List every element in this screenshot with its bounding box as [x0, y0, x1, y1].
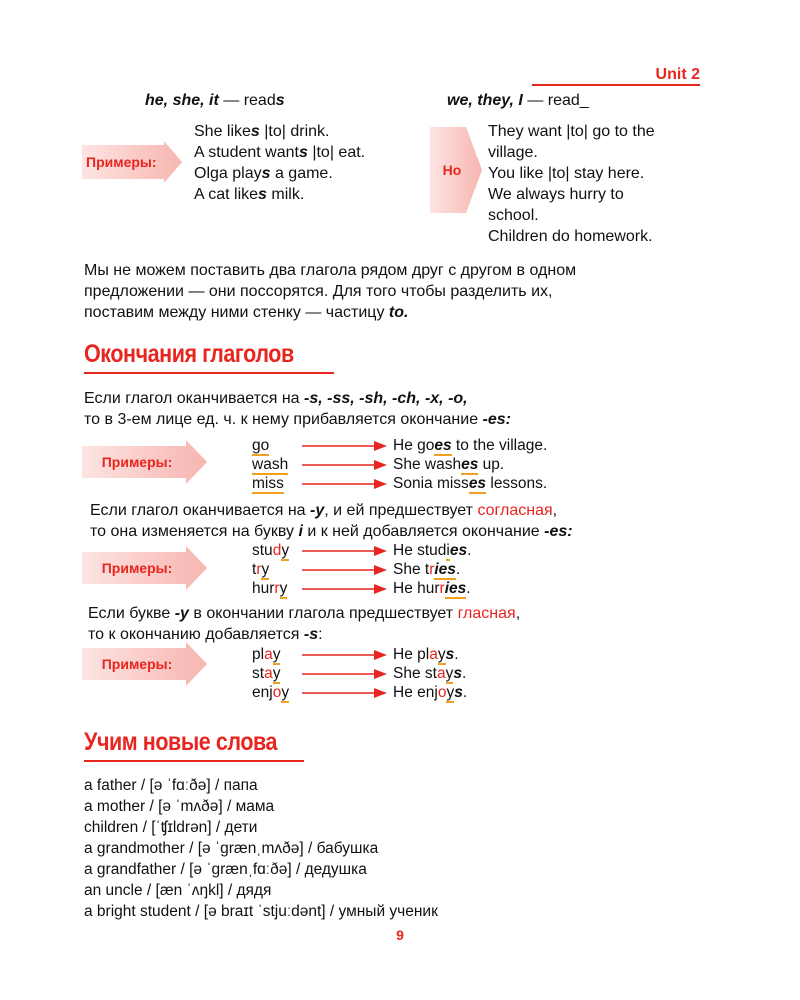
conjugation-row: go He goes to the village.: [252, 436, 548, 454]
pronouns-left: he, she, it: [145, 92, 219, 109]
page-number: 9: [396, 927, 404, 943]
examples-right-list: [488, 121, 655, 247]
example-line: A cat likes milk.: [194, 186, 305, 203]
conjugation-row: play He plays.: [252, 645, 459, 663]
section-title-verb-endings: Окончания глаголов: [84, 340, 294, 368]
conjugation-row: hurry He hurries.: [252, 579, 471, 597]
vocabulary-list: [84, 775, 438, 922]
section-underline: [84, 760, 304, 762]
section-title-new-words: Учим новые слова: [84, 728, 278, 756]
example-line: school.: [488, 207, 539, 224]
examples-arrow: [82, 440, 182, 482]
unit-underline: [532, 84, 700, 86]
particle-to: to.: [388, 304, 409, 321]
red-arrow-icon: [302, 668, 387, 680]
vocab-item: children / [ˈʧɪldrən] / дети: [84, 819, 258, 836]
red-arrow-icon: [302, 478, 387, 490]
rule-right-header: [447, 92, 589, 110]
vocab-item: a grandfather / [ə ˈgrænˌfɑːðə] / дедушка: [84, 861, 367, 878]
vocab-item: a bright student / [ə braɪt ˈstjuːdənt] / умный ученик: [84, 903, 438, 920]
example-line: Children do homework.: [488, 228, 653, 245]
examples-arrow: [82, 546, 182, 588]
examples-arrow: [82, 141, 182, 183]
examples-label: Примеры:: [101, 656, 173, 672]
conjugation-row: try She tries.: [252, 560, 461, 578]
red-arrow-icon: [302, 440, 387, 452]
conjugation-row: enjoy He enjoys.: [252, 683, 468, 701]
vocab-item: a father / [ə ˈfɑːðə] / папа: [84, 777, 258, 794]
conjugation-row: stay She stays.: [252, 664, 467, 682]
examples-label: Примеры:: [101, 454, 173, 470]
but-arrow: [430, 127, 482, 213]
examples-label: Примеры:: [86, 154, 157, 170]
examples-label: Примеры:: [101, 560, 173, 576]
but-label: Но: [442, 162, 462, 178]
vocab-item: a mother / [ə ˈmʌðə] / мама: [84, 798, 275, 815]
red-arrow-icon: [302, 545, 387, 557]
verb-left: — read: [218, 92, 276, 109]
rule2-text: Если глагол оканчивается на -y, и ей предшествует согласная, то она изменяется на букву i и к ней добавляется окончание -es:: [90, 502, 573, 540]
unit-label: Unit 2: [655, 66, 700, 83]
examples-arrow: [82, 642, 182, 684]
vocab-item: a grandmother / [ə ˈgrænˌmʌðə] / бабушка: [84, 840, 379, 857]
example-line: You like |to| stay here.: [488, 165, 645, 182]
section-underline: [84, 372, 334, 374]
red-arrow-icon: [302, 564, 387, 576]
red-arrow-icon: [302, 583, 387, 595]
example-line: A student wants |to| eat.: [194, 144, 366, 161]
red-arrow-icon: [302, 649, 387, 661]
example-line: They want |to| go to the: [488, 123, 655, 140]
example-line: She likes |to| drink.: [194, 123, 330, 140]
verb-right: — read_: [522, 92, 589, 109]
vocab-item: an uncle / [æn ˈʌŋkl] / дядя: [84, 882, 272, 899]
explanation-paragraph: Мы не можем поставить два глагола рядом друг с другом в одном предложении — они поссорятся. Для того чтобы разделить их, поставим между ними стенку — частицу to.: [84, 262, 577, 321]
examples-left-list: [194, 121, 365, 205]
rule3-text: Если букве -y в окончании глагола предшествует гласная, то к окончанию добавляется -s:: [88, 605, 521, 643]
conjugation-row: miss Sonia misses lessons.: [252, 474, 548, 492]
verb-left-ending: s: [275, 92, 285, 109]
rule1-text: Если глагол оканчивается на -s, -ss, -sh, -ch, -x, -o, то в 3-ем лице ед. ч. к нему прибавляется окончание -es:: [84, 390, 511, 428]
rule-left-header: [145, 92, 285, 110]
example-line: village.: [488, 144, 538, 161]
red-arrow-icon: [302, 459, 387, 471]
example-line: Olga plays a game.: [194, 165, 333, 182]
conjugation-row: wash She washes up.: [252, 455, 505, 473]
red-arrow-icon: [302, 687, 387, 699]
pronouns-right: we, they, I: [447, 92, 523, 109]
conjugation-row: study He studies.: [252, 541, 472, 559]
example-line: We always hurry to: [488, 186, 624, 203]
